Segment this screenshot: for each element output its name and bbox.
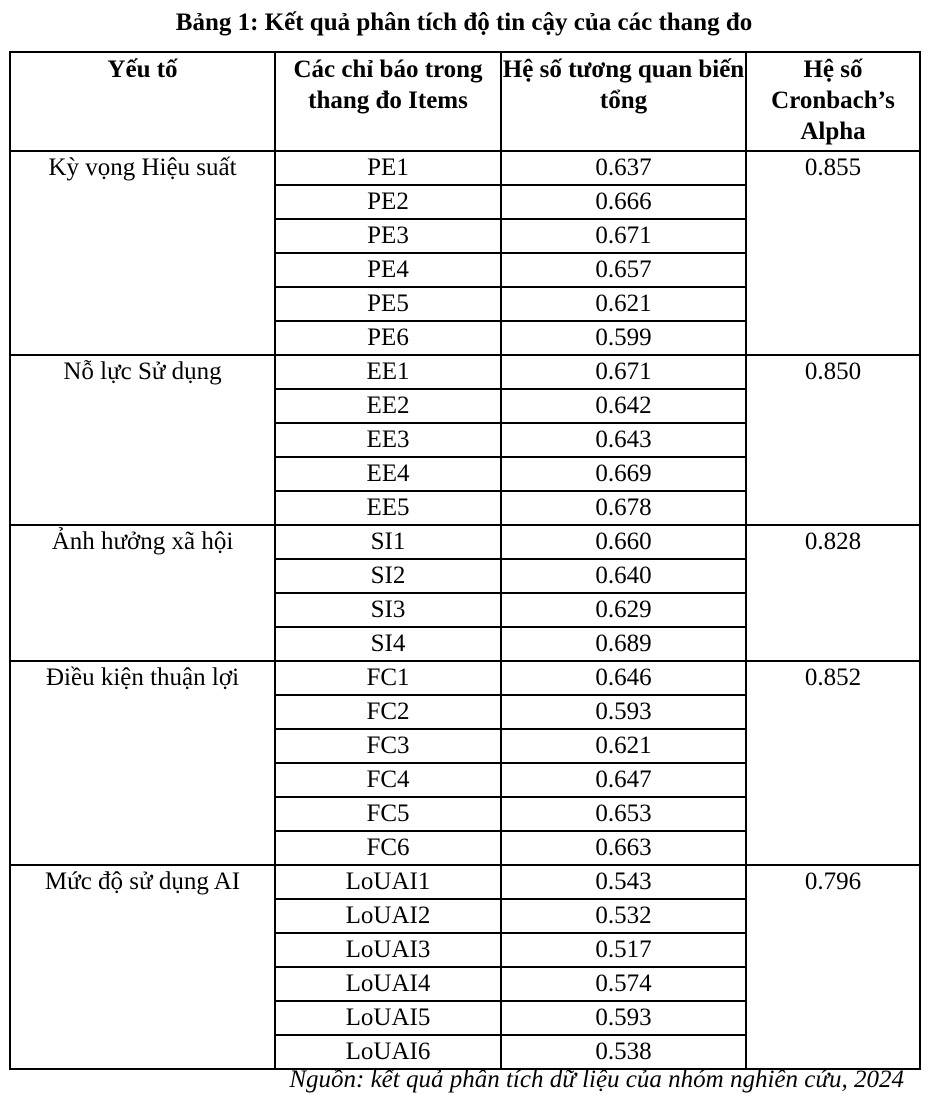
correlation-cell: 0.621 <box>501 729 746 763</box>
table-row <box>10 661 920 695</box>
correlation-cell: 0.678 <box>501 491 746 525</box>
correlation-cell: 0.629 <box>501 593 746 627</box>
item-cell: PE6 <box>275 321 501 355</box>
item-cell: FC5 <box>275 797 501 831</box>
item-cell: SI1 <box>275 525 501 559</box>
item-cell: EE5 <box>275 491 501 525</box>
correlation-cell: 0.599 <box>501 321 746 355</box>
correlation-cell: 0.643 <box>501 423 746 457</box>
correlation-cell: 0.663 <box>501 831 746 865</box>
item-cell: PE2 <box>275 185 501 219</box>
correlation-cell: 0.669 <box>501 457 746 491</box>
item-cell: LoUAI2 <box>275 899 501 933</box>
item-cell: SI3 <box>275 593 501 627</box>
item-cell: PE4 <box>275 253 501 287</box>
item-cell: FC2 <box>275 695 501 729</box>
table-row <box>10 151 920 185</box>
alpha-cell: 0.855 <box>746 151 920 355</box>
correlation-cell: 0.574 <box>501 967 746 1001</box>
table-row <box>10 525 920 559</box>
item-cell: LoUAI3 <box>275 933 501 967</box>
table-row <box>10 865 920 899</box>
header-alpha: Hệ số Cronbach’s Alpha <box>746 52 920 151</box>
correlation-cell: 0.647 <box>501 763 746 797</box>
correlation-cell: 0.593 <box>501 1001 746 1035</box>
item-cell: SI2 <box>275 559 501 593</box>
correlation-cell: 0.666 <box>501 185 746 219</box>
item-cell: LoUAI4 <box>275 967 501 1001</box>
correlation-cell: 0.517 <box>501 933 746 967</box>
correlation-cell: 0.671 <box>501 355 746 389</box>
item-cell: LoUAI1 <box>275 865 501 899</box>
item-cell: EE2 <box>275 389 501 423</box>
correlation-cell: 0.593 <box>501 695 746 729</box>
header-corr: Hệ số tương quan biến tổng <box>501 52 746 151</box>
correlation-cell: 0.657 <box>501 253 746 287</box>
factor-cell: Nỗ lực Sử dụng <box>10 355 275 525</box>
correlation-cell: 0.621 <box>501 287 746 321</box>
item-cell: FC1 <box>275 661 501 695</box>
alpha-cell: 0.796 <box>746 865 920 1069</box>
alpha-cell: 0.850 <box>746 355 920 525</box>
correlation-cell: 0.543 <box>501 865 746 899</box>
factor-cell: Điều kiện thuận lợi <box>10 661 275 865</box>
correlation-cell: 0.653 <box>501 797 746 831</box>
item-cell: FC6 <box>275 831 501 865</box>
factor-cell: Kỳ vọng Hiệu suất <box>10 151 275 355</box>
reliability-table <box>9 51 921 1070</box>
item-cell: EE1 <box>275 355 501 389</box>
item-cell: LoUAI6 <box>275 1035 501 1069</box>
item-cell: FC4 <box>275 763 501 797</box>
item-cell: PE3 <box>275 219 501 253</box>
item-cell: PE1 <box>275 151 501 185</box>
correlation-cell: 0.637 <box>501 151 746 185</box>
correlation-cell: 0.671 <box>501 219 746 253</box>
table-row <box>10 355 920 389</box>
item-cell: PE5 <box>275 287 501 321</box>
item-cell: FC3 <box>275 729 501 763</box>
factor-cell: Mức độ sử dụng AI <box>10 865 275 1069</box>
correlation-cell: 0.538 <box>501 1035 746 1069</box>
correlation-cell: 0.646 <box>501 661 746 695</box>
header-factor: Yếu tố <box>10 52 275 151</box>
correlation-cell: 0.689 <box>501 627 746 661</box>
correlation-cell: 0.660 <box>501 525 746 559</box>
source-note: Nguồn: kết quả phân tích dữ liệu của nhóm nghiên cứu, 2024 <box>289 1066 904 1093</box>
factor-cell: Ảnh hưởng xã hội <box>10 525 275 661</box>
correlation-cell: 0.532 <box>501 899 746 933</box>
item-cell: EE4 <box>275 457 501 491</box>
item-cell: EE3 <box>275 423 501 457</box>
table-caption: Bảng 1: Kết quả phân tích độ tin cậy của các thang đo <box>175 9 753 36</box>
table-header <box>10 52 920 151</box>
header-items: Các chỉ báo trong thang đo Items <box>275 52 501 151</box>
correlation-cell: 0.642 <box>501 389 746 423</box>
correlation-cell: 0.640 <box>501 559 746 593</box>
alpha-cell: 0.852 <box>746 661 920 865</box>
item-cell: LoUAI5 <box>275 1001 501 1035</box>
alpha-cell: 0.828 <box>746 525 920 661</box>
header-row <box>10 52 920 151</box>
item-cell: SI4 <box>275 627 501 661</box>
table-body <box>10 151 920 1069</box>
